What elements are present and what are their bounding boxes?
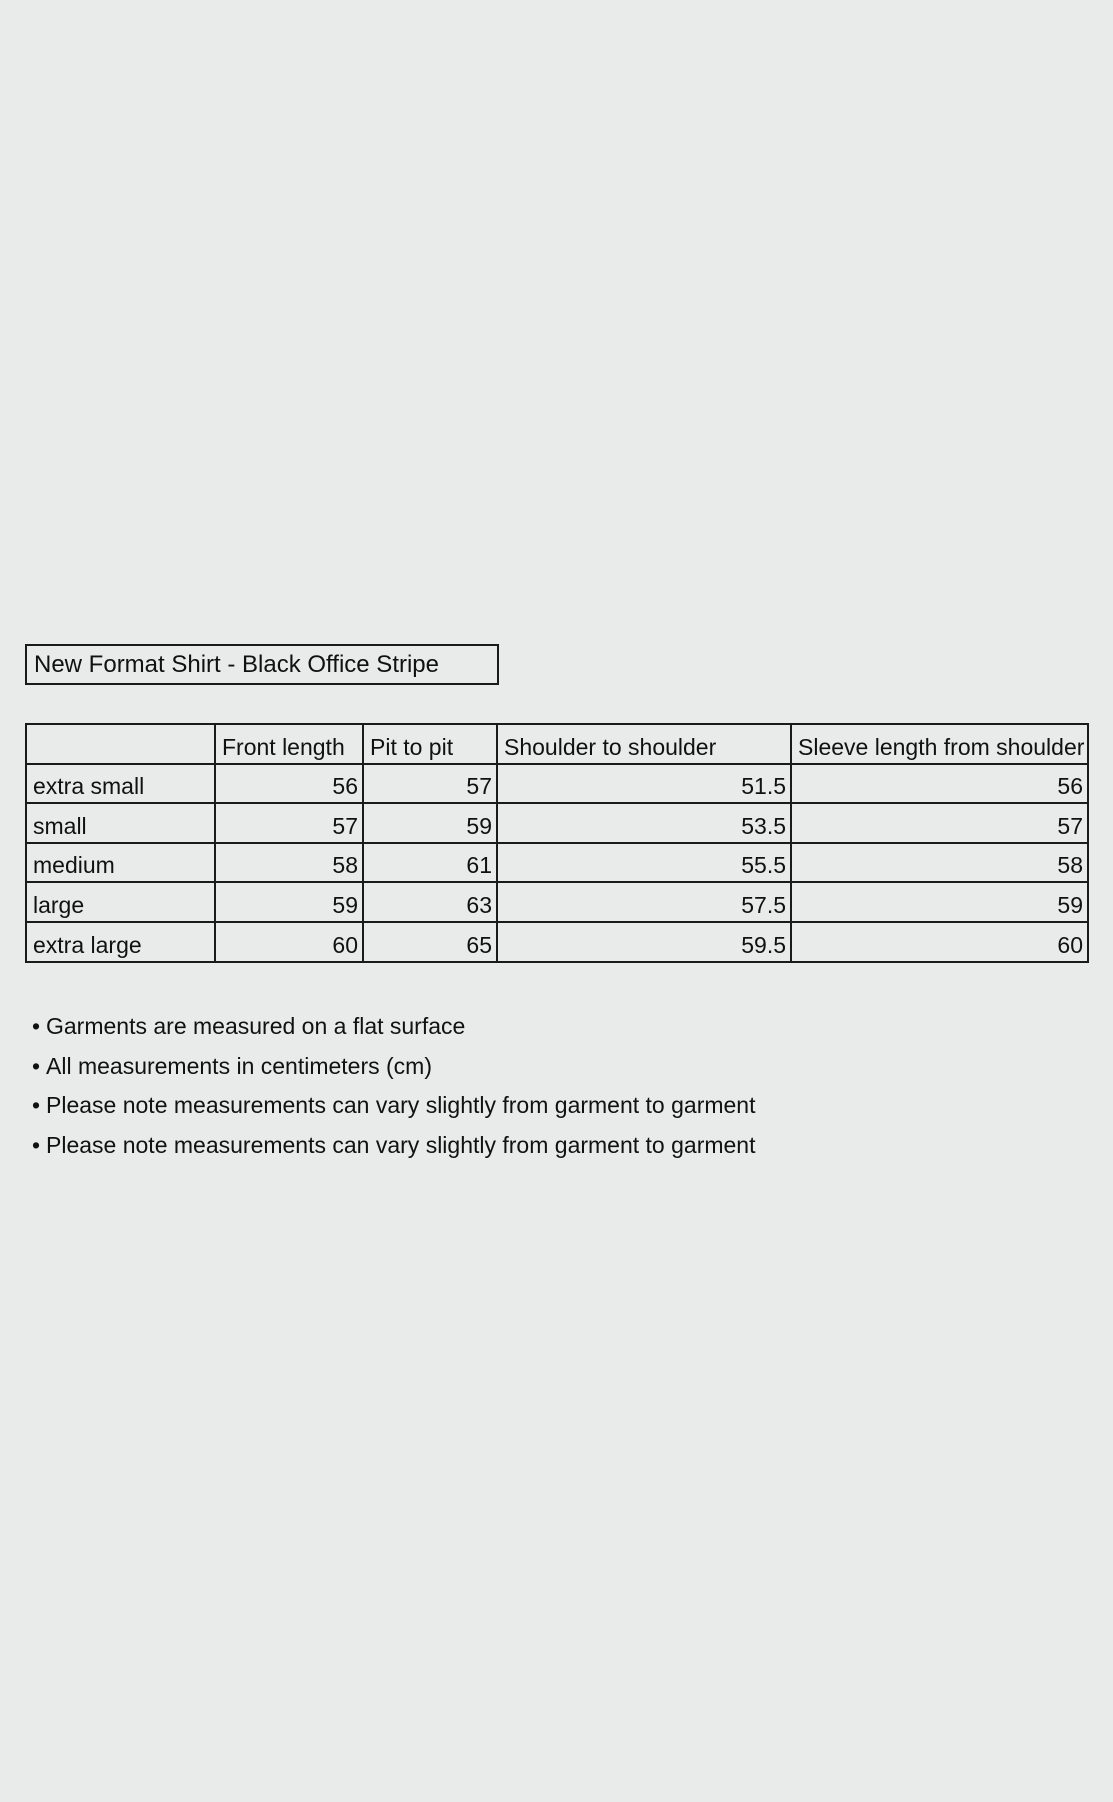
column-header-pit-to-pit: Pit to pit bbox=[363, 724, 497, 764]
measurement-notes bbox=[32, 1007, 756, 1166]
size-label: extra large bbox=[26, 922, 215, 962]
table-header-row bbox=[26, 724, 1088, 764]
table-row bbox=[26, 843, 1088, 883]
table-row bbox=[26, 764, 1088, 804]
front-length-value: 59 bbox=[215, 882, 363, 922]
note-item bbox=[32, 1007, 756, 1047]
pit-to-pit-value: 59 bbox=[363, 803, 497, 843]
shoulder-to-shoulder-value: 59.5 bbox=[497, 922, 791, 962]
column-header-size bbox=[26, 724, 215, 764]
column-header-sleeve-length: Sleeve length from shoulder bbox=[791, 724, 1088, 764]
note-item bbox=[32, 1126, 756, 1166]
bullet-icon: • bbox=[32, 1092, 41, 1119]
sleeve-length-value: 59 bbox=[791, 882, 1088, 922]
pit-to-pit-value: 63 bbox=[363, 882, 497, 922]
front-length-value: 58 bbox=[215, 843, 363, 883]
bullet-icon: • bbox=[32, 1132, 41, 1159]
table-row bbox=[26, 803, 1088, 843]
bullet-icon: • bbox=[32, 1052, 41, 1079]
sleeve-length-value: 56 bbox=[791, 764, 1088, 804]
note-text: Garments are measured on a flat surface bbox=[46, 1013, 466, 1039]
sleeve-length-value: 60 bbox=[791, 922, 1088, 962]
sleeve-length-value: 57 bbox=[791, 803, 1088, 843]
pit-to-pit-value: 65 bbox=[363, 922, 497, 962]
size-label: extra small bbox=[26, 764, 215, 804]
pit-to-pit-value: 57 bbox=[363, 764, 497, 804]
note-item bbox=[32, 1086, 756, 1126]
front-length-value: 60 bbox=[215, 922, 363, 962]
shoulder-to-shoulder-value: 51.5 bbox=[497, 764, 791, 804]
front-length-value: 56 bbox=[215, 764, 363, 804]
front-length-value: 57 bbox=[215, 803, 363, 843]
shoulder-to-shoulder-value: 55.5 bbox=[497, 843, 791, 883]
note-text: Please note measurements can vary slightly from garment to garment bbox=[46, 1132, 756, 1159]
table-row bbox=[26, 882, 1088, 922]
size-label: small bbox=[26, 803, 215, 843]
column-header-shoulder-to-shoulder: Shoulder to shoulder bbox=[497, 724, 791, 764]
pit-to-pit-value: 61 bbox=[363, 843, 497, 883]
note-item bbox=[32, 1047, 756, 1087]
size-chart-table bbox=[25, 723, 1089, 963]
shoulder-to-shoulder-value: 53.5 bbox=[497, 803, 791, 843]
product-title: New Format Shirt - Black Office Stripe bbox=[25, 644, 499, 685]
bullet-icon: • bbox=[32, 1013, 41, 1039]
size-label: medium bbox=[26, 843, 215, 883]
note-text: All measurements in centimeters (cm) bbox=[46, 1052, 432, 1079]
shoulder-to-shoulder-value: 57.5 bbox=[497, 882, 791, 922]
sleeve-length-value: 58 bbox=[791, 843, 1088, 883]
note-text: Please note measurements can vary slightly from garment to garment bbox=[46, 1092, 756, 1119]
size-label: large bbox=[26, 882, 215, 922]
table-row bbox=[26, 922, 1088, 962]
column-header-front-length: Front length bbox=[215, 724, 363, 764]
